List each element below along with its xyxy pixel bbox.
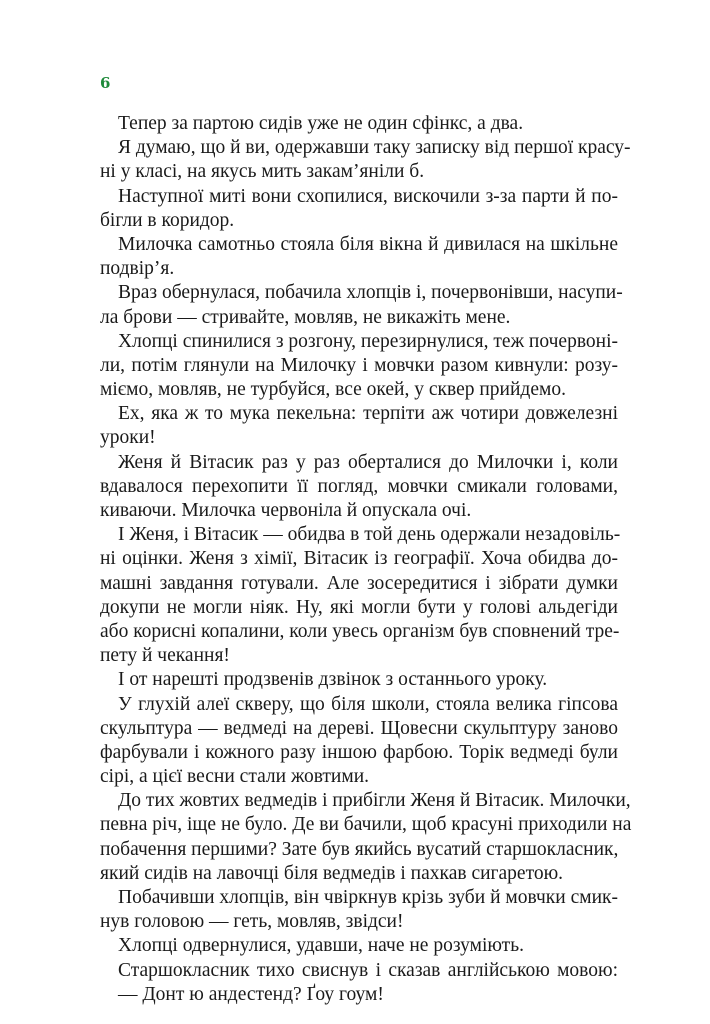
text-line: І Женя, і Вітасик — обидва в той день одержали незадовіль- (118, 524, 621, 546)
text-line: фарбували і кожного разу іншою фарбою. Торік ведмеді були (100, 741, 618, 763)
text-line: Я думаю, що й ви, одержавши таку записку від першої красу- (118, 137, 631, 159)
text-line: машні завдання готували. Але зосередитися і зібрати думки (100, 572, 618, 594)
text-line: ні оцінки. Женя з хімії, Вітасик із географії. Хоча обидва до- (100, 548, 618, 570)
text-line: бігли в коридор. (100, 209, 235, 231)
text-line: ли, потім глянули на Милочку і мовчки разом кивнули: розу- (100, 354, 618, 376)
text-line: Наступної миті вони схопилися, вискочили з-за парти й по- (118, 185, 618, 207)
text-line: — Донт ю андестенд? Ґоу гоум! (118, 983, 384, 1005)
text-line: нув головою — геть, мовляв, звідси! (100, 911, 404, 933)
text-line: скульптура — ведмеді на дереві. Щовесни скульптуру заново (100, 717, 618, 739)
text-line: ні у класі, на якусь мить закам’яніли б. (100, 161, 425, 183)
text-line: уроки! (100, 427, 156, 449)
text-line: або корисні копалини, коли увесь організм був сповнений тре- (100, 620, 620, 642)
text-line: Хлопці одвернулися, удавши, наче не розуміють. (118, 935, 524, 957)
text-line: У глухій алеї скверу, що біля школи, стояла велика гіпсова (118, 693, 618, 715)
text-body (100, 112, 632, 1007)
text-line: Милочка самотньо стояла біля вікна й дивилася на шкільне (118, 233, 618, 255)
text-line: Побачивши хлопців, він чвіркнув крізь зуби й мовчки смик- (118, 887, 618, 908)
text-line: Тепер за партою сидів уже не один сфінкс, а два. (118, 113, 524, 134)
text-line: Ех, яка ж то мука пекельна: терпіти аж чотири довжелезні (118, 403, 618, 425)
page-number: 6 (100, 74, 111, 92)
text-line: певна річ, іще не було. Де ви бачили, щоб красуні приходили на (100, 814, 632, 836)
text-line: Враз обернулася, побачила хлопців і, почервонівши, насупи- (118, 282, 623, 304)
text-line: Женя й Вітасик раз у раз оберталися до Милочки і, коли (118, 451, 618, 473)
text-line: До тих жовтих ведмедів і прибігли Женя й Вітасик. Милочки, (118, 790, 631, 812)
text-line: І от нарешті продзвенів дзвінок з останнього уроку. (118, 669, 548, 691)
text-line: ла брови — стривайте, мовляв, не викажіть мене. (100, 306, 511, 328)
text-line: сірі, а цієї весни стали жовтими. (100, 766, 370, 788)
text-line: подвір’я. (100, 258, 175, 280)
text-line: докупи не могли ніяк. Ну, які могли бути у голові альдегіди (100, 596, 618, 618)
text-line: який сидів на лавочці біля ведмедів і пахкав сигаретою. (100, 862, 564, 884)
text-line: вдавалося перехопити її погляд, мовчки смикали головами, (100, 475, 618, 497)
text-line: пету й чекання! (100, 645, 230, 667)
text-line: киваючи. Милочка червоніла й опускала очі. (100, 500, 472, 521)
text-line: Старшокласник тихо свиснув і сказав англійською мовою: (118, 959, 618, 981)
text-line: Хлопці спинилися з розгону, перезирнулися, теж почервоні- (118, 330, 618, 352)
text-line: міємо, мовляв, не турбуйся, все окей, у сквер прийдемо. (100, 379, 566, 401)
text-line: побачення першими? Зате був якийсь вусатий старшокласник, (100, 838, 619, 860)
